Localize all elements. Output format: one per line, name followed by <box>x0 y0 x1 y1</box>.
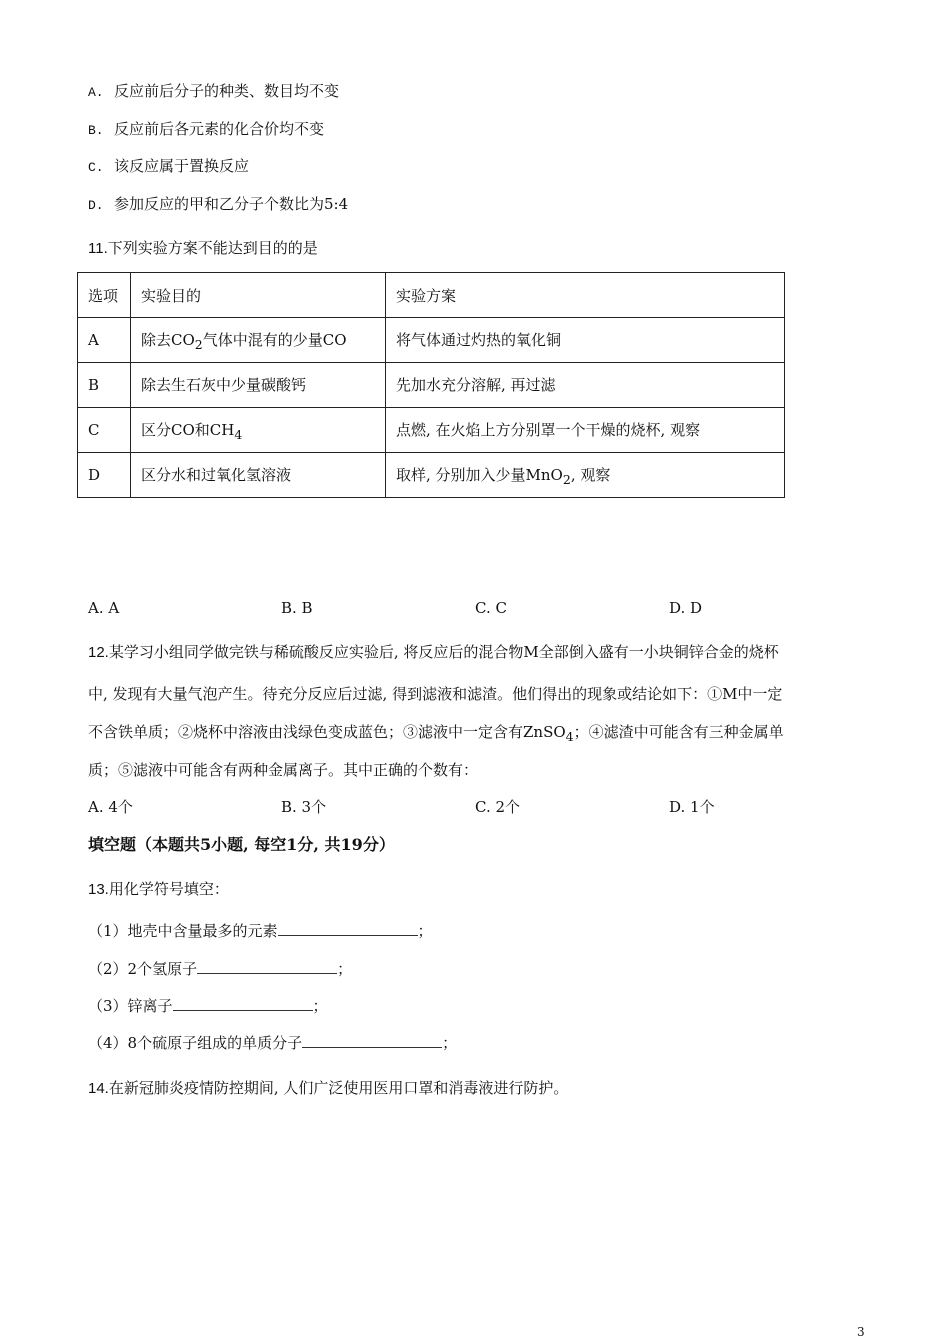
row-plan: 先加水充分溶解, 再过滤 <box>386 363 785 408</box>
option-text: 该反应属于置换反应 <box>114 157 250 175</box>
q10-option-a <box>88 81 339 103</box>
answer-blank[interactable] <box>278 921 418 936</box>
experiment-table <box>77 272 785 498</box>
row-goal: 除去$CO_2$气体中混有的少量CO <box>131 318 386 363</box>
page-number: 3 <box>857 1325 865 1339</box>
header-plan: 实验方案 <box>386 273 785 318</box>
answer-b: B. B <box>281 599 313 617</box>
q12-line-1 <box>88 642 779 663</box>
q10-option-b <box>88 119 324 141</box>
table-row <box>78 318 785 363</box>
answer-blank[interactable] <box>173 996 313 1011</box>
q13-stem <box>88 879 229 900</box>
q13-item-1: （1）地壳中含量最多的元素 ； <box>88 922 433 940</box>
question-number: 13. <box>88 881 109 898</box>
q13-item-2: （2）2个氢原子 ； <box>88 960 353 978</box>
option-text: 反应前后分子的种类、数目均不变 <box>114 82 340 100</box>
row-goal: 区分CO和$CH_4$ <box>131 408 386 453</box>
table-row <box>78 363 785 408</box>
question-text: 某学习小组同学做完铁与稀硫酸反应实验后, 将反应后的混合物M全部倒入盛有一小块铜锌合金的烧杯 <box>108 643 779 661</box>
header-option: 选项 <box>78 273 131 318</box>
answer-a: A. A <box>88 599 120 617</box>
section-title: 填空题（本题共5小题, 每空1分, 共19分） <box>88 835 395 854</box>
row-plan: 取样, 分别加入少量MnO$_2$, 观察 <box>386 453 785 498</box>
answer-a: A. 4个 <box>88 798 133 816</box>
header-goal: 实验目的 <box>131 273 386 318</box>
table-header-row <box>78 273 785 318</box>
q12-answers <box>88 797 868 817</box>
row-plan: 将气体通过灼热的氧化铜 <box>386 318 785 363</box>
row-plan: 点燃, 在火焰上方分别罩一个干燥的烧杯, 观察 <box>386 408 785 453</box>
answer-blank[interactable] <box>302 1033 442 1048</box>
answer-d: D. D <box>669 599 703 617</box>
table-row <box>78 408 785 453</box>
question-text: 下列实验方案不能达到目的的是 <box>107 239 318 257</box>
option-letter: A. <box>88 85 104 100</box>
answer-c: C. 2个 <box>475 798 521 816</box>
answer-b: B. 3个 <box>281 798 327 816</box>
option-text: 参加反应的甲和乙分子个数比为5:4 <box>114 195 349 213</box>
row-option: D <box>78 453 131 498</box>
question-number: 14. <box>88 1080 109 1097</box>
option-letter: B. <box>88 123 104 138</box>
q10-option-c <box>88 156 249 178</box>
answer-d: D. 1个 <box>669 798 715 816</box>
q13-item-4: （4）8个硫原子组成的单质分子 ； <box>88 1034 458 1052</box>
answer-c: C. C <box>475 599 507 617</box>
answer-blank[interactable] <box>197 959 337 974</box>
q12-line-4: 质；⑤滤液中可能含有两种金属离子。其中正确的个数有： <box>88 761 479 779</box>
question-text: 在新冠肺炎疫情防控期间, 人们广泛使用医用口罩和消毒液进行防护。 <box>108 1079 569 1097</box>
option-text: 反应前后各元素的化合价均不变 <box>114 120 325 138</box>
q11-answers <box>88 598 868 618</box>
row-goal: 区分水和过氧化氢溶液 <box>131 453 386 498</box>
table-row <box>78 453 785 498</box>
question-text: 用化学符号填空： <box>108 880 229 898</box>
option-letter: C. <box>88 160 104 175</box>
q12-line-3: 不含铁单质；②烧杯中溶液由浅绿色变成蓝色；③滤液中一定含有ZnSO$_4$；④滤渣中可能含有三种金属单 <box>88 723 784 744</box>
question-number: 11. <box>88 240 108 257</box>
q11-stem <box>88 238 318 259</box>
question-number: 12. <box>88 644 109 661</box>
q12-line-2: 中, 发现有大量气泡产生。待充分反应后过滤, 得到滤液和滤渣。他们得出的现象或结论如下：①M中一定 <box>88 685 783 703</box>
row-goal: 除去生石灰中少量碳酸钙 <box>131 363 386 408</box>
row-option: B <box>78 363 131 408</box>
row-option: C <box>78 408 131 453</box>
row-option: A <box>78 318 131 363</box>
option-letter: D. <box>88 198 104 213</box>
q13-item-3: （3）锌离子 ； <box>88 997 328 1015</box>
q14-stem <box>88 1078 568 1099</box>
q10-option-d <box>88 194 348 216</box>
